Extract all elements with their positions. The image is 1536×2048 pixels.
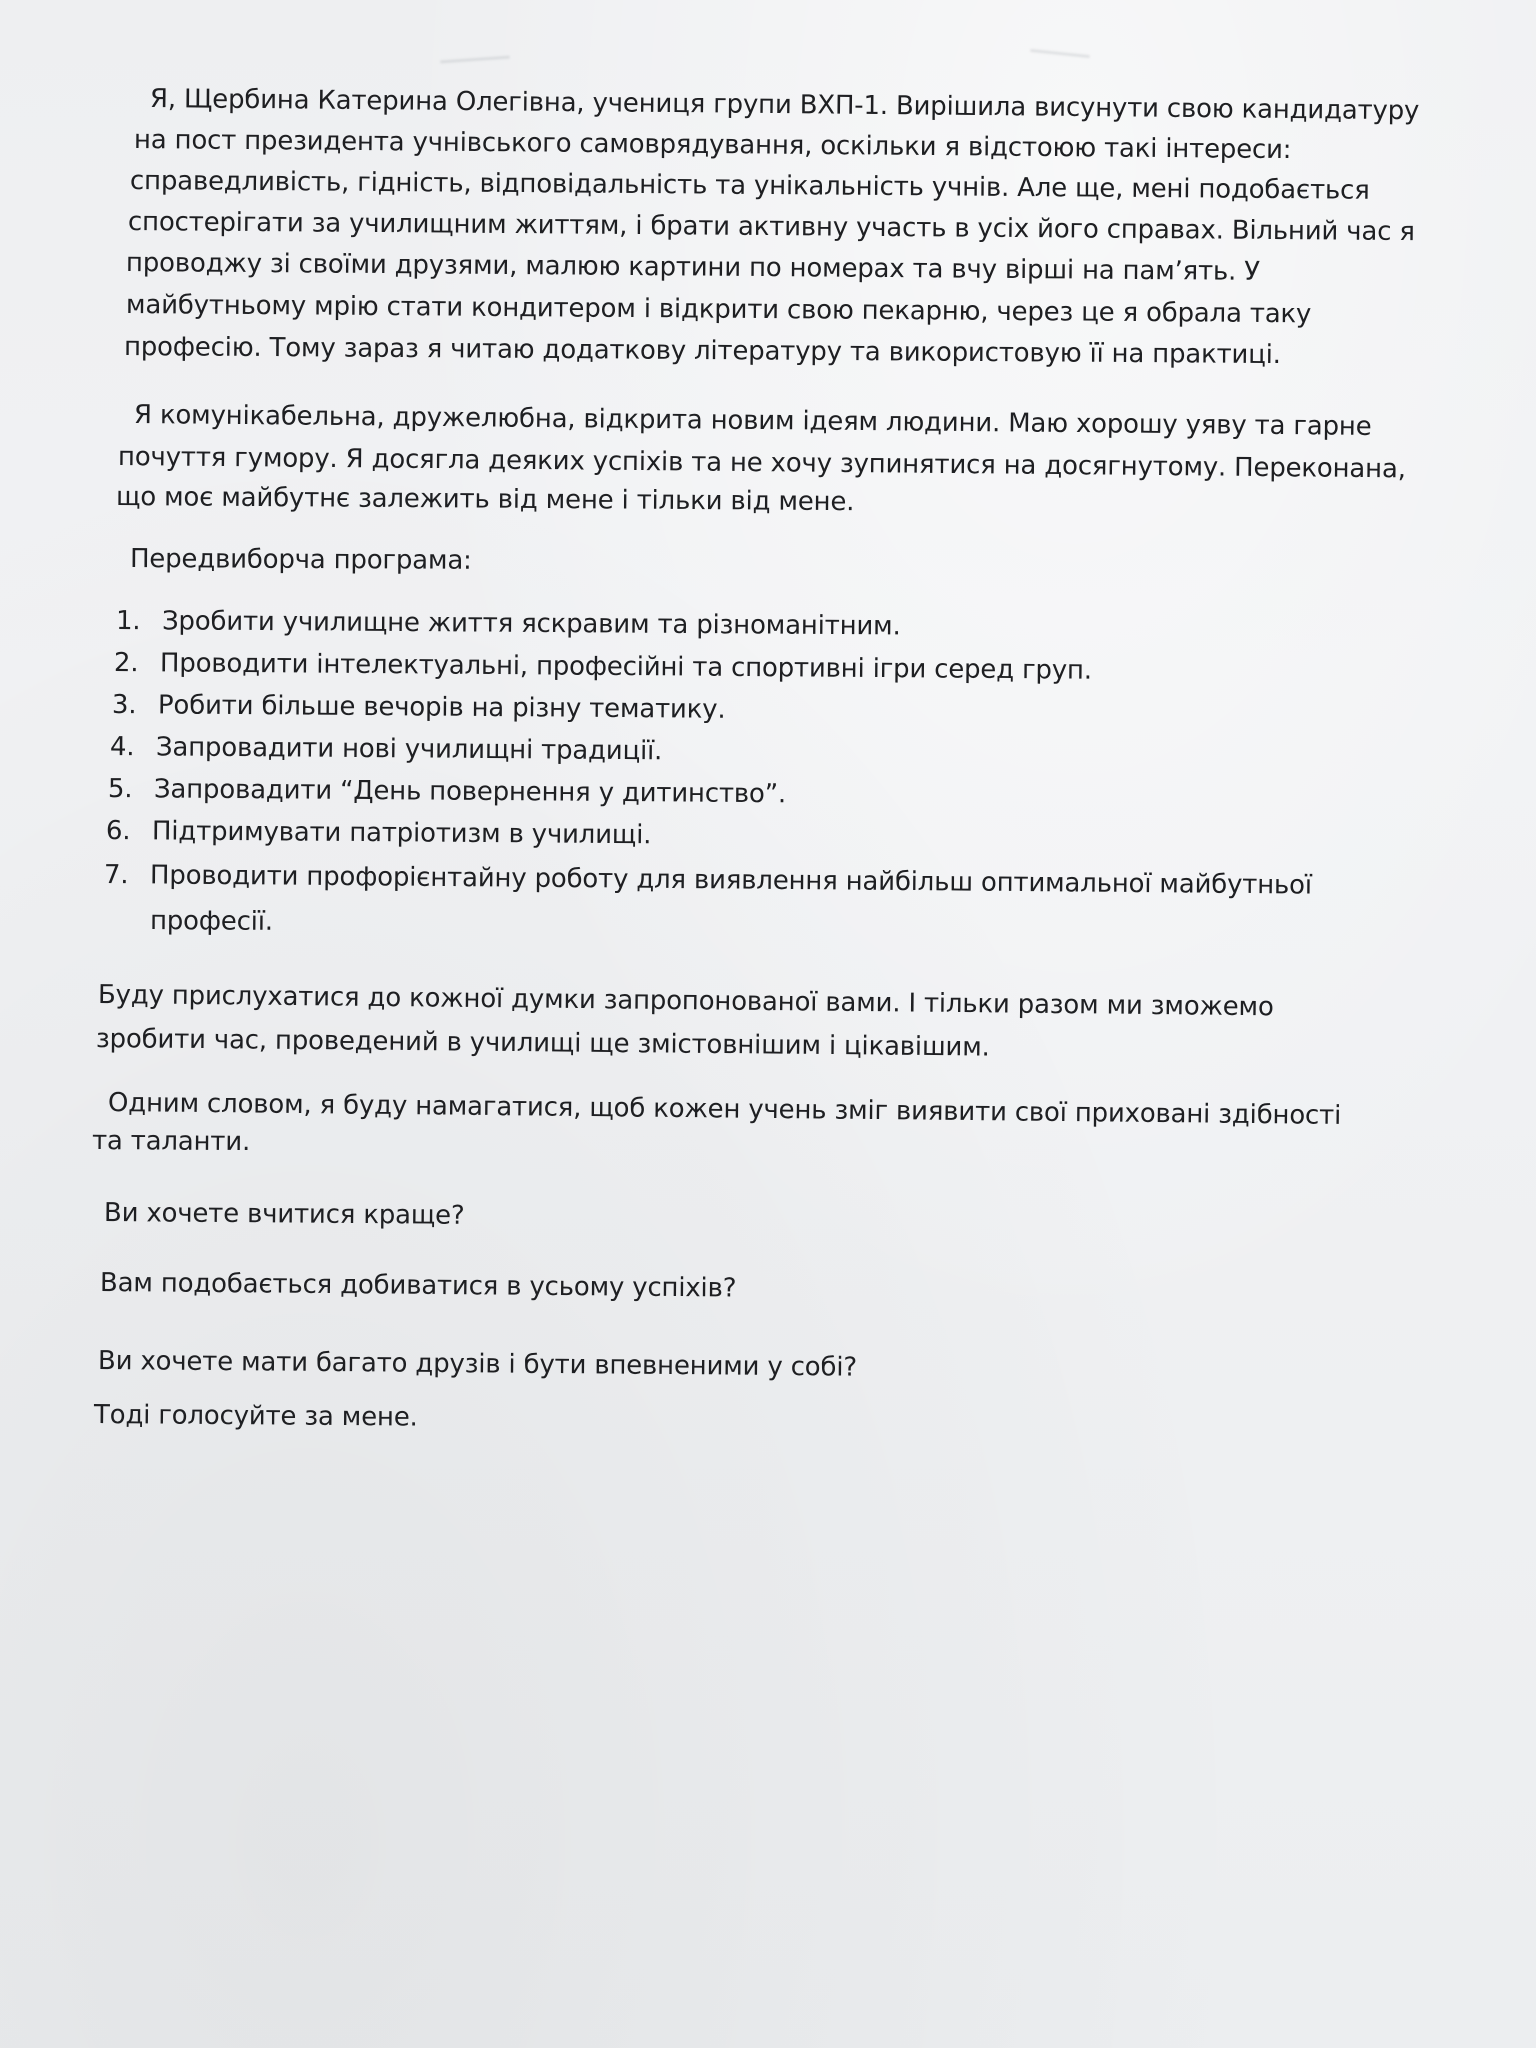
listen-line: Буду прислухатися до кожної думки запропонованої вами. І тільки разом ми зможемо	[97, 980, 1274, 1023]
list-number: 4.	[109, 732, 135, 763]
program-item-2	[114, 646, 1092, 688]
program-item-1	[116, 604, 901, 643]
program-item-5	[108, 772, 786, 811]
list-number: 1.	[115, 606, 141, 637]
list-number: 6.	[105, 816, 131, 847]
program-item-7-continuation: професії.	[149, 906, 273, 937]
list-number: 2.	[113, 648, 139, 679]
program-item-3	[112, 688, 726, 727]
intro-line: проводжу зі своїми друзями, малюю картини по номерах та вчу вірші на пам’ять. У	[125, 248, 1261, 287]
intro-line: майбутньому мрію стати кондитером і відкрити свою пекарню, через це я обрала таку	[125, 290, 1312, 330]
summary-line: Одним словом, я буду намагатися, щоб кожен учень зміг виявити свої приховані здібності	[107, 1088, 1342, 1131]
personality-line: почуття гумору. Я досягла деяких успіхів та не хочу зупинятися на досягнутому. Переконана,	[117, 442, 1406, 485]
list-text: Підтримувати патріотизм в училищі.	[151, 816, 652, 851]
list-number: 3.	[111, 690, 137, 721]
list-number: 7.	[103, 860, 129, 891]
summary-line: та таланти.	[91, 1126, 251, 1158]
intro-line: Я, Щербина Катерина Олегівна, учениця групи ВХП-1. Вирішила висунути свою кандидатуру	[149, 84, 1420, 127]
list-text: Запровадити нові училищні традиції.	[155, 732, 663, 767]
personality-line: що моє майбутнє залежить від мене і тільки від мене.	[115, 482, 855, 518]
list-text: Проводити профорієнтайну роботу для виявлення найбільш оптимальної майбутньої	[149, 860, 1312, 901]
question-line: Вам подобається добиватися в усьому успіхів?	[99, 1268, 737, 1304]
intro-line: справедливість, гідність, відповідальність та унікальність учнів. Але ще, мені подобається	[129, 166, 1370, 206]
intro-line: на пост президента учнівського самоврядування, оскільки я відстоюю такі інтереси:	[133, 125, 1292, 166]
program-item-6	[106, 814, 652, 852]
question-line: Ви хочете мати багато друзів і бути впевненими у собі?	[97, 1346, 858, 1383]
list-text: Проводити інтелектуальні, професійні та спортивні ігри серед груп.	[159, 648, 1092, 686]
list-text: Зробити училищне життя яскравим та різноманітним.	[161, 606, 901, 642]
intro-line: спостерігати за училищним життям, і брати активну участь в усіх його справах. Вільний час я	[127, 207, 1415, 248]
list-number: 5.	[107, 774, 133, 805]
list-text: Робити більше вечорів на різну тематику.	[157, 690, 726, 725]
list-text: Запровадити “День повернення у дитинство”.	[153, 774, 787, 810]
program-item-4	[110, 730, 662, 768]
personality-line: Я комунікабельна, дружелюбна, відкрита новим ідеям людини. Маю хорошу уяву та гарне	[133, 400, 1372, 442]
listen-line: зробити час, проведений в училищі ще змістовнішим і цікавішим.	[95, 1024, 990, 1063]
closing-line: Тоді голосуйте за мене.	[93, 1400, 418, 1433]
intro-line: професію. Тому зараз я читаю додаткову літературу та використовую її на практиці.	[123, 332, 1281, 371]
question-line: Ви хочете вчитися краще?	[103, 1198, 465, 1231]
program-item-7	[104, 858, 1312, 903]
program-heading: Передвиборча програма:	[129, 544, 472, 576]
